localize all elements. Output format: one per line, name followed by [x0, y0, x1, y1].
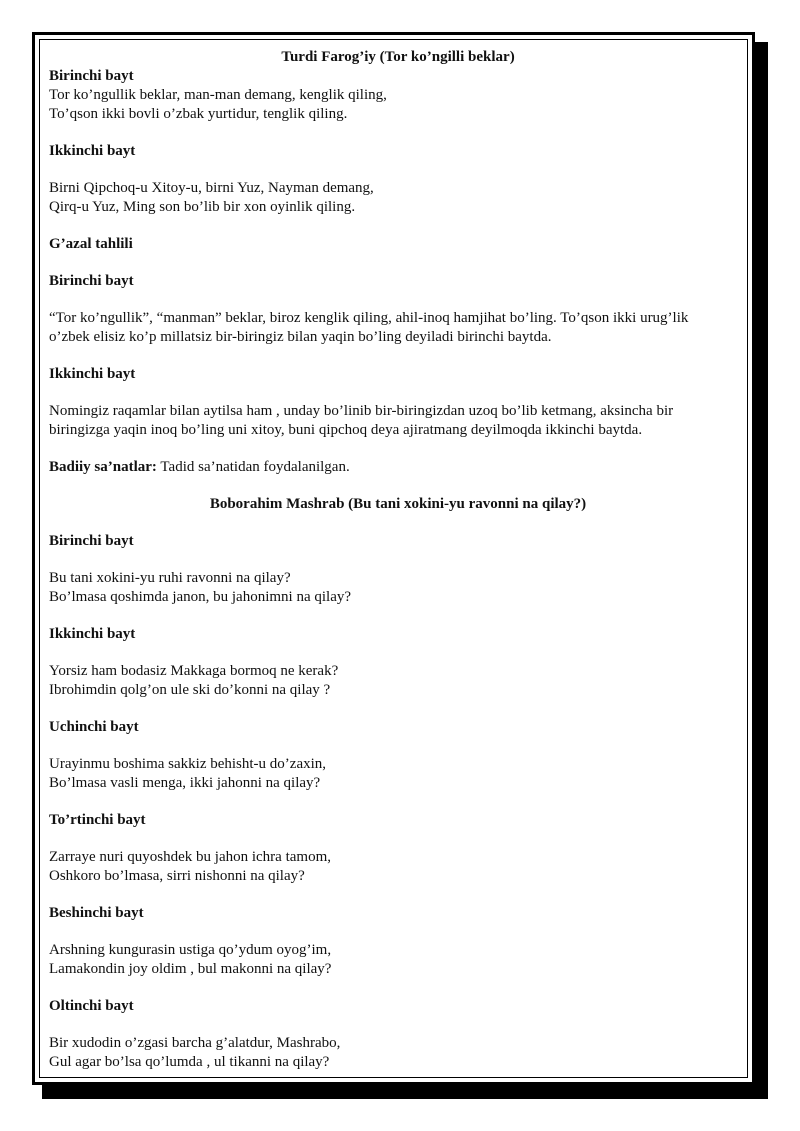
poem1-title: Turdi Farog’iy (Tor ko’ngilli beklar): [281, 49, 515, 65]
poem2-bayt2-line1: Yorsiz ham bodasiz Makkaga bormoq ne kerak?: [49, 663, 339, 679]
poem1-bayt2-line1: Birni Qipchoq-u Xitoy-u, birni Yuz, Nayman demang,: [49, 180, 374, 196]
poem2-bayt5-line2: Lamakondin joy oldim , bul makonni na qilay?: [49, 961, 332, 977]
poem1-bayt1-heading: Birinchi bayt: [49, 68, 134, 84]
poem1-bayt2-heading: Ikkinchi bayt: [49, 143, 136, 159]
poem2-title: Boborahim Mashrab (Bu tani xokini-yu ravonni na qilay?): [209, 496, 587, 512]
poem2-bayt1-line1: Bu tani xokini-yu ruhi ravonni na qilay?: [49, 570, 291, 586]
poem2-bayt6-line2: Gul agar bo’lsa qo’lumda , ul tikanni na qilay?: [49, 1054, 330, 1070]
poem1-bayt1-line2: To’qson ikki bovli o’zbak yurtidur, tenglik qiling.: [49, 106, 348, 122]
poem2-bayt3-heading: Uchinchi bayt: [49, 719, 139, 735]
analysis-bayt2-heading: Ikkinchi bayt: [49, 366, 136, 382]
analysis-heading: G’azal tahlili: [49, 236, 133, 252]
analysis-bayt1-line2: o’zbek elisiz ko’p millatsiz bir-biringiz bilan yaqin bo’ling deyiladi birinchi baytda.: [49, 329, 552, 345]
artistic-devices-text: Tadid sa’natidan foydalanilgan.: [156, 459, 350, 475]
poem1-bayt2-line2: Qirq-u Yuz, Ming son bo’lib bir xon oyinlik qiling.: [49, 199, 356, 215]
poem2-bayt4-line1: Zarraye nuri quyoshdek bu jahon ichra tamom,: [49, 849, 331, 865]
poem2-bayt4-heading: To’rtinchi bayt: [49, 812, 146, 828]
analysis-bayt2-line1: Nomingiz raqamlar bilan aytilsa ham , unday bo’linib bir-biringizdan uzoq bo’lib ketmang, aksincha bir: [49, 403, 674, 419]
document-body: [49, 48, 749, 1072]
artistic-devices-paragraph: [49, 458, 749, 477]
poem2-bayt3-line2: Bo’lmasa vasli menga, ikki jahonni na qilay?: [49, 775, 321, 791]
poem2-bayt2-line2: Ibrohimdin qolg’on ule ski do’konni na qilay ?: [49, 682, 331, 698]
analysis-bayt2-line2: biringizga yaqin inoq bo’ling uni xitoy, buni qipchoq deya ajiratmang deyilmoqda ikkinchi baytda.: [49, 422, 643, 438]
poem2-bayt3-line1: Urayinmu boshima sakkiz behisht-u do’zaxin,: [49, 756, 327, 772]
artistic-devices-label: Badiiy sa’natlar:: [49, 459, 157, 475]
poem2-bayt2-heading: Ikkinchi bayt: [49, 626, 136, 642]
poem2-bayt1-line2: Bo’lmasa qoshimda janon, bu jahonimni na qilay?: [49, 589, 352, 605]
poem2-bayt5-heading: Beshinchi bayt: [49, 905, 144, 921]
poem2-bayt6-heading: Oltinchi bayt: [49, 998, 134, 1014]
poem2-bayt4-line2: Oshkoro bo’lmasa, sirri nishonni na qilay?: [49, 868, 305, 884]
analysis-bayt1-heading: Birinchi bayt: [49, 273, 134, 289]
poem2-bayt1-heading: Birinchi bayt: [49, 533, 134, 549]
poem1-bayt1-line1: Tor ko’ngullik beklar, man-man demang, kenglik qiling,: [49, 87, 387, 103]
poem2-bayt5-line1: Arshning kungurasin ustiga qo’ydum oyog’im,: [49, 942, 332, 958]
poem2-bayt6-line1: Bir xudodin o’zgasi barcha g’alatdur, Mashrabo,: [49, 1035, 341, 1051]
analysis-bayt1-line1: “Tor ko’ngullik”, “manman” beklar, biroz kenglik qiling, ahil-inoq hamjihat bo’ling. To’qson ikki urug’lik: [49, 310, 689, 326]
